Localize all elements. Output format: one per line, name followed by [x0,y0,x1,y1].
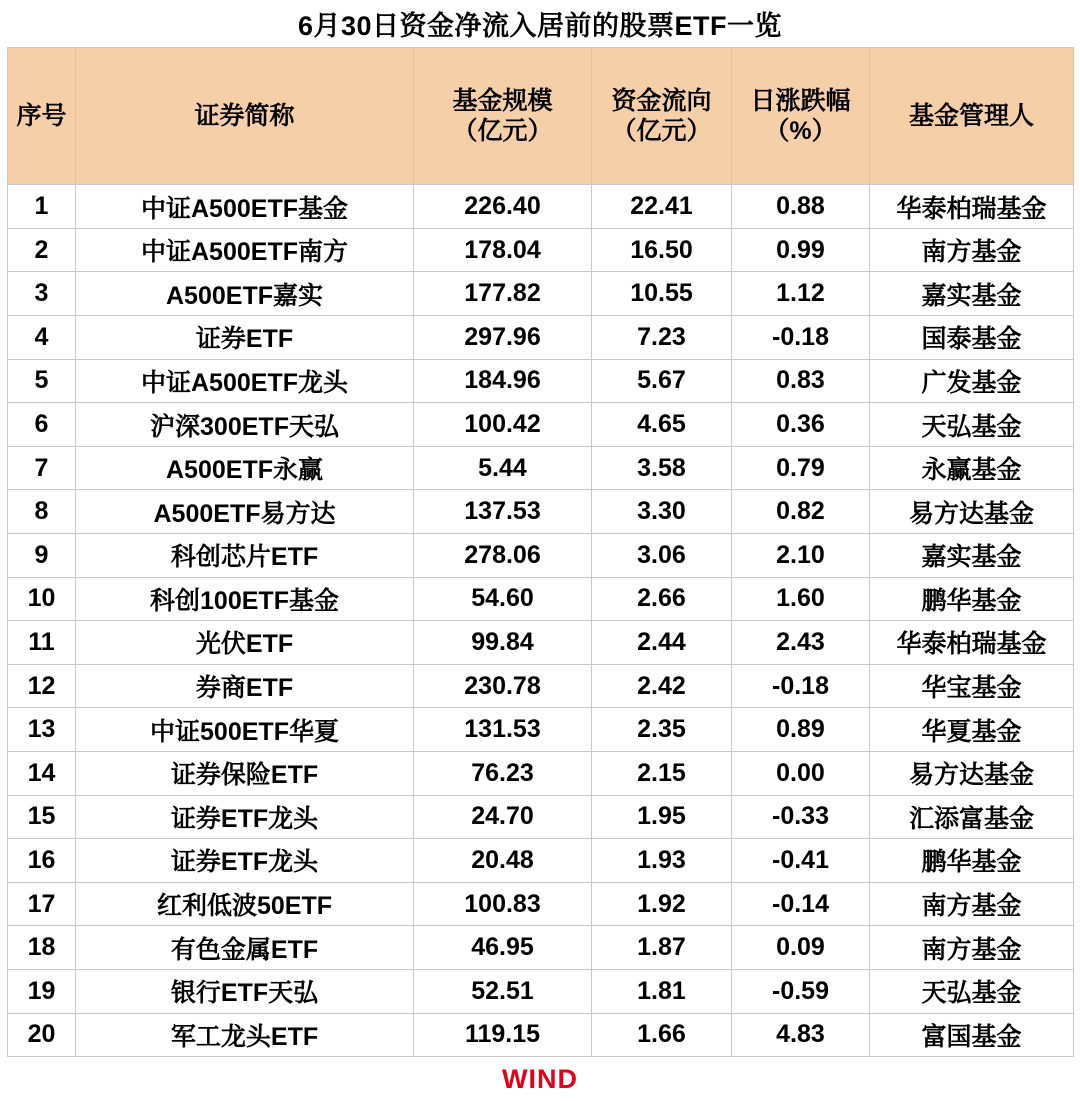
column-header-fund-flow [592,48,732,185]
cell-daily-change: 2.43 [732,621,870,665]
cell-fund-flow: 5.67 [592,359,732,403]
column-header-fund-manager-line1: 基金管理人 [908,102,1034,130]
column-header-fund-flow-line2: （亿元） [611,117,712,146]
cell-fund-flow: 4.65 [592,403,732,447]
cell-fund-scale: 100.42 [414,403,592,447]
cell-security-name: 红利低波50ETF [76,882,414,926]
cell-fund-flow: 1.66 [592,1013,732,1057]
table-row [8,185,1074,229]
cell-index: 3 [8,272,76,316]
table-row [8,795,1074,839]
table-row [8,490,1074,534]
cell-daily-change: 0.00 [732,751,870,795]
cell-security-name: 中证A500ETF南方 [76,228,414,272]
cell-fund-scale: 177.82 [414,272,592,316]
cell-index: 8 [8,490,76,534]
cell-security-name: 光伏ETF [76,621,414,665]
table-row [8,228,1074,272]
cell-security-name: 军工龙头ETF [76,1013,414,1057]
cell-fund-flow: 2.15 [592,751,732,795]
cell-daily-change: 0.83 [732,359,870,403]
cell-daily-change: 0.99 [732,228,870,272]
cell-index: 10 [8,577,76,621]
cell-index: 5 [8,359,76,403]
table-row [8,839,1074,883]
cell-daily-change: 0.82 [732,490,870,534]
cell-fund-flow: 2.66 [592,577,732,621]
cell-fund-scale: 76.23 [414,751,592,795]
column-header-daily-change [732,48,870,185]
cell-fund-manager: 华宝基金 [870,664,1074,708]
table-body [8,185,1074,1057]
cell-fund-scale: 5.44 [414,446,592,490]
cell-fund-scale: 46.95 [414,926,592,970]
cell-index: 13 [8,708,76,752]
cell-fund-scale: 137.53 [414,490,592,534]
cell-index: 9 [8,534,76,578]
table-header-row [8,48,1074,185]
cell-daily-change: -0.33 [732,795,870,839]
cell-daily-change: 1.12 [732,272,870,316]
cell-fund-manager: 易方达基金 [870,751,1074,795]
cell-fund-manager: 天弘基金 [870,969,1074,1013]
column-header-fund-manager [870,48,1074,185]
cell-fund-manager: 南方基金 [870,228,1074,272]
table-row [8,577,1074,621]
column-header-daily-change-line1: 日涨跌幅 [750,86,851,115]
cell-fund-manager: 天弘基金 [870,403,1074,447]
cell-daily-change: 0.09 [732,926,870,970]
cell-security-name: 中证A500ETF龙头 [76,359,414,403]
cell-fund-flow: 2.42 [592,664,732,708]
cell-index: 4 [8,316,76,360]
cell-fund-scale: 278.06 [414,534,592,578]
cell-fund-scale: 184.96 [414,359,592,403]
cell-fund-flow: 1.92 [592,882,732,926]
cell-index: 14 [8,751,76,795]
cell-fund-scale: 100.83 [414,882,592,926]
cell-security-name: 券商ETF [76,664,414,708]
cell-daily-change: 4.83 [732,1013,870,1057]
cell-fund-flow: 7.23 [592,316,732,360]
cell-fund-scale: 24.70 [414,795,592,839]
cell-fund-manager: 国泰基金 [870,316,1074,360]
cell-fund-flow: 1.95 [592,795,732,839]
source-label: WIND [502,1063,578,1094]
cell-fund-flow: 10.55 [592,272,732,316]
cell-daily-change: -0.41 [732,839,870,883]
cell-security-name: 证券保险ETF [76,751,414,795]
cell-fund-scale: 297.96 [414,316,592,360]
cell-fund-manager: 嘉实基金 [870,534,1074,578]
cell-security-name: A500ETF易方达 [76,490,414,534]
cell-security-name: 银行ETF天弘 [76,969,414,1013]
table-row [8,1013,1074,1057]
cell-index: 7 [8,446,76,490]
cell-fund-scale: 99.84 [414,621,592,665]
column-header-fund-flow-line1: 资金流向 [611,86,712,115]
cell-daily-change: 0.89 [732,708,870,752]
cell-daily-change: 1.60 [732,577,870,621]
table-row [8,621,1074,665]
cell-daily-change: -0.14 [732,882,870,926]
cell-daily-change: -0.18 [732,316,870,360]
cell-daily-change: 0.36 [732,403,870,447]
table-row [8,359,1074,403]
cell-security-name: 证券ETF龙头 [76,795,414,839]
table-header [8,48,1074,185]
cell-fund-manager: 华夏基金 [870,708,1074,752]
cell-security-name: 科创100ETF基金 [76,577,414,621]
column-header-fund-scale [414,48,592,185]
cell-fund-manager: 易方达基金 [870,490,1074,534]
cell-security-name: 中证500ETF华夏 [76,708,414,752]
cell-index: 16 [8,839,76,883]
cell-fund-flow: 1.81 [592,969,732,1013]
cell-daily-change: 2.10 [732,534,870,578]
table-row [8,708,1074,752]
table-row [8,926,1074,970]
cell-index: 11 [8,621,76,665]
cell-fund-flow: 16.50 [592,228,732,272]
cell-fund-scale: 119.15 [414,1013,592,1057]
cell-index: 15 [8,795,76,839]
table-row [8,446,1074,490]
column-header-fund-scale-line1: 基金规模 [452,86,553,115]
cell-daily-change: -0.18 [732,664,870,708]
cell-fund-manager: 嘉实基金 [870,272,1074,316]
cell-index: 18 [8,926,76,970]
cell-fund-manager: 广发基金 [870,359,1074,403]
cell-security-name: 沪深300ETF天弘 [76,403,414,447]
cell-fund-manager: 鹏华基金 [870,577,1074,621]
cell-daily-change: -0.59 [732,969,870,1013]
cell-security-name: 证券ETF [76,316,414,360]
cell-fund-flow: 2.44 [592,621,732,665]
cell-fund-flow: 3.58 [592,446,732,490]
cell-fund-scale: 20.48 [414,839,592,883]
cell-fund-manager: 华泰柏瑞基金 [870,621,1074,665]
column-header-security-name-line1: 证券简称 [194,102,295,130]
cell-fund-manager: 鹏华基金 [870,839,1074,883]
cell-fund-scale: 131.53 [414,708,592,752]
cell-security-name: 中证A500ETF基金 [76,185,414,229]
cell-fund-manager: 汇添富基金 [870,795,1074,839]
cell-fund-flow: 3.30 [592,490,732,534]
cell-fund-scale: 226.40 [414,185,592,229]
table-row [8,272,1074,316]
column-header-security-name [76,48,414,185]
cell-index: 6 [8,403,76,447]
cell-fund-flow: 1.93 [592,839,732,883]
table-row [8,403,1074,447]
cell-index: 19 [8,969,76,1013]
table-row [8,316,1074,360]
column-header-daily-change-line2: （%） [764,117,837,146]
cell-fund-scale: 230.78 [414,664,592,708]
cell-fund-scale: 54.60 [414,577,592,621]
cell-fund-flow: 2.35 [592,708,732,752]
page-title-row [0,0,1080,47]
cell-index: 2 [8,228,76,272]
cell-fund-scale: 52.51 [414,969,592,1013]
cell-fund-scale: 178.04 [414,228,592,272]
cell-fund-flow: 1.87 [592,926,732,970]
table-row [8,751,1074,795]
cell-index: 20 [8,1013,76,1057]
column-header-index [8,48,76,185]
etf-table [7,47,1074,1057]
cell-fund-flow: 22.41 [592,185,732,229]
cell-security-name: 科创芯片ETF [76,534,414,578]
column-header-index-line1: 序号 [16,102,67,130]
table-row [8,664,1074,708]
table-row [8,969,1074,1013]
cell-fund-manager: 永赢基金 [870,446,1074,490]
cell-security-name: A500ETF永赢 [76,446,414,490]
cell-fund-manager: 富国基金 [870,1013,1074,1057]
column-header-fund-scale-line2: （亿元） [452,117,553,146]
cell-daily-change: 0.79 [732,446,870,490]
cell-fund-manager: 南方基金 [870,926,1074,970]
cell-security-name: 有色金属ETF [76,926,414,970]
cell-security-name: 证券ETF龙头 [76,839,414,883]
cell-fund-flow: 3.06 [592,534,732,578]
cell-security-name: A500ETF嘉实 [76,272,414,316]
source-row [0,1057,1080,1101]
cell-index: 1 [8,185,76,229]
table-row [8,534,1074,578]
cell-daily-change: 0.88 [732,185,870,229]
table-row [8,882,1074,926]
cell-fund-manager: 华泰柏瑞基金 [870,185,1074,229]
cell-index: 17 [8,882,76,926]
cell-index: 12 [8,664,76,708]
page-title: 6月30日资金净流入居前的股票ETF一览 [297,11,783,42]
cell-fund-manager: 南方基金 [870,882,1074,926]
